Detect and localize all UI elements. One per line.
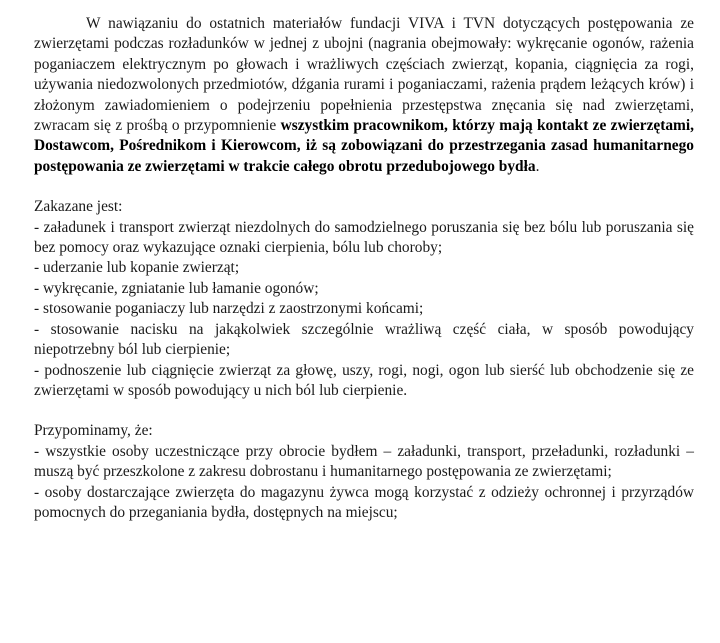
list-item: - uderzanie lub kopanie zwierząt; <box>34 259 240 277</box>
prohibited-list <box>34 218 694 402</box>
intro-bold-text: wszystkim pracownikom, którzy mają kontakt ze zwierzętami, Dostawcom, Pośrednikom i Kierowcom, iż są zobowiązani do przestrzegania zasad humanitarnego postępowania ze zwierzętami w trakcie całego obrotu przedubojowego bydła <box>34 117 694 175</box>
intro-text: W nawiązaniu do ostatnich materiałów fundacji VIVA i TVN dotyczących postępowania ze zwierzętami podczas rozładunków w jednej z ubojni (nagrania obejmowały: wykręcanie ogonów, rażenia poganiaczem elektrycznym po głowach i wrażliwych częściach zwierząt, kopania, ciągnięcia za rogi, używania niedozwolonych przedmiotów, dźgania rurami i poganiaczami, rażenia prądem leżących krów) i złożonym zawiadomieniem o podejrzeniu popełnienia przestępstwa znęcania się nad zwierzętami, zwracam się z prośbą o przypomnienie <box>34 15 694 135</box>
list-item: - wszystkie osoby uczestniczące przy obrocie bydłem – załadunki, transport, przeładunki, rozładunki – muszą być przeszkolone z zakresu dobrostanu i humanitarnego postępowania ze zwierzętami; <box>34 442 694 481</box>
prohibited-heading: Zakazane jest: <box>34 198 123 216</box>
intro-paragraph <box>34 14 694 177</box>
list-item: - załadunek i transport zwierząt niezdolnych do samodzielnego poruszania się bez bólu lub poruszania się bez pomocy oraz wykazujące oznaki cierpienia, bólu lub choroby; <box>34 218 694 257</box>
reminders-heading: Przypominamy, że: <box>34 422 153 440</box>
intro-end: . <box>535 157 540 175</box>
list-item: - osoby dostarczające zwierzęta do magazynu żywca mogą korzystać z odzieży ochronnej i przyrządów pomocnych do przeganiania bydła, dostępnych na miejscu; <box>34 483 694 521</box>
list-item: - wykręcanie, zgniatanie lub łamanie ogonów; <box>34 279 319 297</box>
list-item: - stosowanie poganiaczy lub narzędzi z zaostrzonymi końcami; <box>34 300 424 318</box>
list-item: - podnoszenie lub ciągnięcie zwierząt za głowę, uszy, rogi, nogi, ogon lub sierść lub obchodzenie się ze zwierzętami w sposób powodujący u nich ból lub cierpienie. <box>34 361 694 399</box>
list-item: - stosowanie nacisku na jakąkolwiek szczególnie wrażliwą część ciała, w sposób powodujący niepotrzebny ból lub cierpienie; <box>34 320 694 359</box>
reminders-list <box>34 442 694 524</box>
